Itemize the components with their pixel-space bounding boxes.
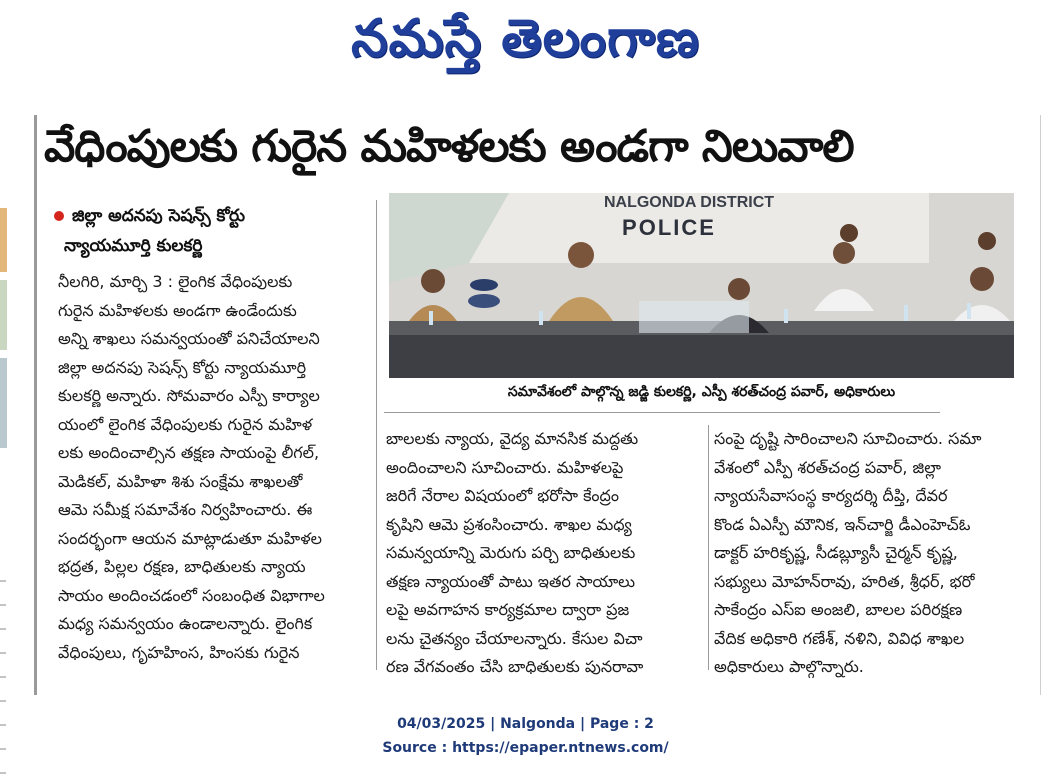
photo-caption: సమావేశంలో పాల్గొన్న జడ్జి కులకర్ణి, ఎస్పీ శరత్‌చంద్ర పవార్, అధికారులు — [507, 384, 896, 400]
caption-rule — [384, 412, 940, 413]
article-photo — [389, 193, 1014, 378]
footer-date-edition: 04/03/2025 | Nalgonda | Page : 2 — [397, 716, 654, 732]
text-line: అందించాలని సూచించారు. మహిళలపై — [386, 457, 624, 477]
article-left-border — [34, 115, 37, 695]
text-line: లకు అందించాల్సిన తక్షణ సాయంపై లీగల్, — [58, 443, 320, 462]
text-line: రణ వేగవంతం చేసి బాధితులకు పునరావా — [386, 657, 644, 676]
edge-image-fragment — [0, 358, 7, 448]
edge-image-fragment — [0, 280, 7, 350]
text-line: ఆమె సమీక్ష సమావేశం నిర్వహించారు. ఈ — [58, 500, 313, 519]
text-line: సంపై దృష్టి సారించాలని సూచించారు. సమా — [714, 429, 982, 448]
text-line: వేదిక అధికారి గణేశ్, నళిని, వివిధ శాఖల — [714, 628, 965, 648]
text-line: భద్రత, పిల్లల రక్షణ, బాధితులకు న్యాయ — [58, 557, 306, 576]
text-line: వేధింపులు, గృహహింస, హింసకు గురైన — [58, 642, 300, 662]
article-column-1 — [58, 268, 362, 667]
page-footer — [0, 712, 1051, 760]
newspaper-masthead: నమస్తే తెలంగాణ — [351, 9, 700, 69]
article-column-3 — [714, 425, 1020, 682]
text-line: న్యాయసేవాసంస్థ కార్యదర్శి దీప్తి, దేవర — [714, 486, 948, 505]
text-line: డాక్టర్ హరికృష్ణ, సీడబ్ల్యూసీ చైర్మన్ కృష్ణ, — [714, 543, 958, 562]
article-headline: వేధింపులకు గురైన మహిళలకు అండగా నిలువాలి — [44, 121, 854, 172]
article-subhead — [54, 201, 384, 261]
text-line: సందర్భంగా ఆయన మాట్లాడుతూ మహిళల — [58, 528, 323, 548]
text-line: సభ్యులు మోహన్‌రావు, హరిత, శ్రీధర్, భరో — [714, 571, 975, 591]
meeting-photo-illustration — [389, 193, 1014, 378]
text-line: గురైన మహిళలకు అండగా ఉండేందుకు — [58, 300, 297, 320]
subhead-line-1: జిల్లా అదనపు సెషన్స్ కోర్టు — [72, 206, 245, 226]
text-line: మధ్య సమన్వయం ఉండాలన్నారు. లైంగిక — [58, 614, 313, 633]
text-line: జిల్లా అదనపు సెషన్స్ కోర్టు న్యాయమూర్తి — [58, 357, 307, 377]
text-line: లపై అవగాహన కార్యక్రమాల ద్వారా ప్రజ — [386, 600, 630, 619]
text-line: సాయం అందించడంలో సంబంధిత విభాగాల — [58, 585, 325, 605]
text-line: లను చైతన్యం చేయాలన్నారు. కేసుల విచా — [386, 628, 643, 648]
column-divider — [708, 425, 709, 670]
bullet-icon — [54, 211, 64, 221]
subhead-line-2: న్యాయమూర్తి కులకర్ణి — [64, 236, 203, 256]
article-right-border — [1040, 115, 1041, 695]
text-line: మెడికల్, మహిళా శిశు సంక్షేమ శాఖలతో — [58, 471, 303, 491]
text-line: సమన్వయాన్ని మెరుగు పర్చి బాధితులకు — [386, 543, 636, 562]
text-line: జరిగే నేరాల విషయంలో భరోసా కేంద్రం — [386, 486, 619, 505]
text-line: నీలగిరి, మార్చి 3 : లైంగిక వేధింపులకు — [58, 272, 293, 291]
text-line: కులకర్ణి అన్నారు. సోమవారం ఎస్పీ కార్యాల — [58, 386, 320, 405]
text-line: అధికారులు పాల్గొన్నారు. — [714, 657, 864, 676]
text-line: అన్ని శాఖలు సమన్వయంతో పనిచేయాలని — [58, 329, 320, 348]
article-column-2 — [386, 425, 702, 682]
text-line: కొండ ఏఎస్పీ మౌనిక, ఇన్‌చార్జి డీఎంహెచ్‌ఓ — [714, 514, 971, 534]
text-line: బాలలకు న్యాయ, వైద్య మానసిక మద్దతు — [386, 429, 639, 448]
text-line: యంలో లైంగిక వేధింపులకు గురైన మహిళ — [58, 414, 313, 434]
edge-image-fragment — [0, 208, 7, 272]
text-line: వేశంలో ఎస్పీ శరత్‌చంద్ర పవార్, జిల్లా — [714, 457, 941, 477]
text-line: తక్షణ న్యాయంతో పాటు ఇతర సాయాలు — [386, 571, 636, 591]
text-line: కృషిని ఆమె ప్రశంసించారు. శాఖల మధ్య — [386, 514, 632, 534]
text-line: సాకేంద్రం ఎస్‌ఐ అంజలి, బాలల పరిరక్షణ — [714, 600, 963, 619]
photo-banner-line-2: POLICE — [622, 215, 716, 240]
adjacent-page-edge — [0, 100, 10, 700]
footer-source[interactable]: Source : https://epaper.ntnews.com/ — [382, 740, 669, 756]
photo-banner-line-1: NALGONDA DISTRICT — [603, 194, 775, 211]
column-divider — [376, 200, 377, 670]
